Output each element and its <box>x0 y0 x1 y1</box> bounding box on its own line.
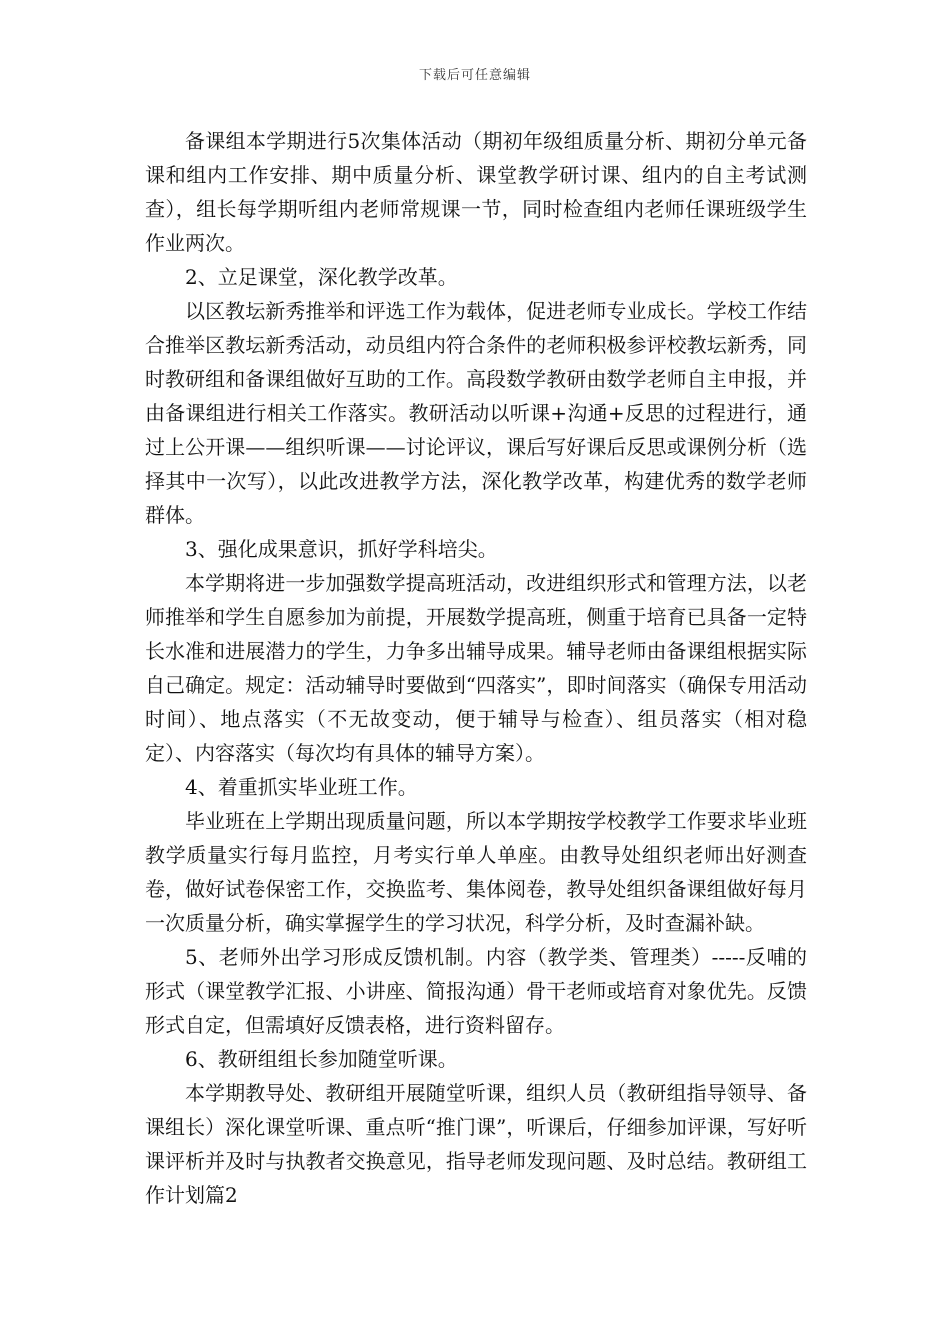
paragraph: 备课组本学期进行5次集体活动（期初年级组质量分析、期初分单元备课和组内工作安排、期中质量分析、课堂教学研讨课、组内的自主考试测查），组长每学期听组内老师常规课一节，同时检查组内老师任课班级学生作业两次。 <box>145 129 807 255</box>
section-heading: 2、立足课堂，深化教学改革。 <box>185 265 458 289</box>
paragraph: 毕业班在上学期出现质量问题，所以本学期按学校教学工作要求毕业班教学质量实行每月监控，月考实行单人单座。由教导处组织老师出好测查卷，做好试卷保密工作，交换监考、集体阅卷，教导处组织备课组做好每月一次质量分析，确实掌握学生的学习状况，科学分析，及时查漏补缺。 <box>145 809 807 935</box>
section-heading: 3、强化成果意识，抓好学科培尖。 <box>185 537 498 561</box>
document-body <box>145 124 807 1212</box>
paragraph: 以区教坛新秀推举和评选工作为载体，促进老师专业成长。学校工作结合推举区教坛新秀活动，动员组内符合条件的老师积极参评校教坛新秀，同时教研组和备课组做好互助的工作。高段数学教研由数学老师自主申报，并由备课组进行相关工作落实。教研活动以听课+沟通+反思的过程进行，通过上公开课——组织听课——讨论评议，课后写好课后反思或课例分析（选择其中一次写），以此改进教学方法，深化教学改革，构建优秀的数学老师群体。 <box>145 299 807 527</box>
section-heading: 4、着重抓实毕业班工作。 <box>185 775 418 799</box>
page-header: 下载后可任意编辑 <box>418 68 531 83</box>
paragraph: 本学期教导处、教研组开展随堂听课，组织人员（教研组指导领导、备课组长）深化课堂听课、重点听“推门课”，听课后，仔细参加评课，写好听课评析并及时与执教者交换意见，指导老师发现问题、及时总结。教研组工作计划篇2 <box>145 1081 807 1207</box>
section-heading: 6、教研组组长参加随堂听课。 <box>185 1047 458 1071</box>
paragraph: 5、老师外出学习形成反馈机制。内容（教学类、管理类）-----反哺的形式（课堂教学汇报、小讲座、简报沟通）骨干老师或培育对象优先。反馈形式自定，但需填好反馈表格，进行资料留存。 <box>145 945 807 1037</box>
paragraph: 本学期将进一步加强数学提高班活动，改进组织形式和管理方法，以老师推举和学生自愿参加为前提，开展数学提高班，侧重于培育已具备一定特长水准和进展潜力的学生，力争多出辅导成果。辅导老师由备课组根据实际自己确定。规定：活动辅导时要做到“四落实”，即时间落实（确保专用活动时间）、地点落实（不无故变动，便于辅导与检查）、组员落实（相对稳定）、内容落实（每次均有具体的辅导方案）。 <box>145 571 807 765</box>
